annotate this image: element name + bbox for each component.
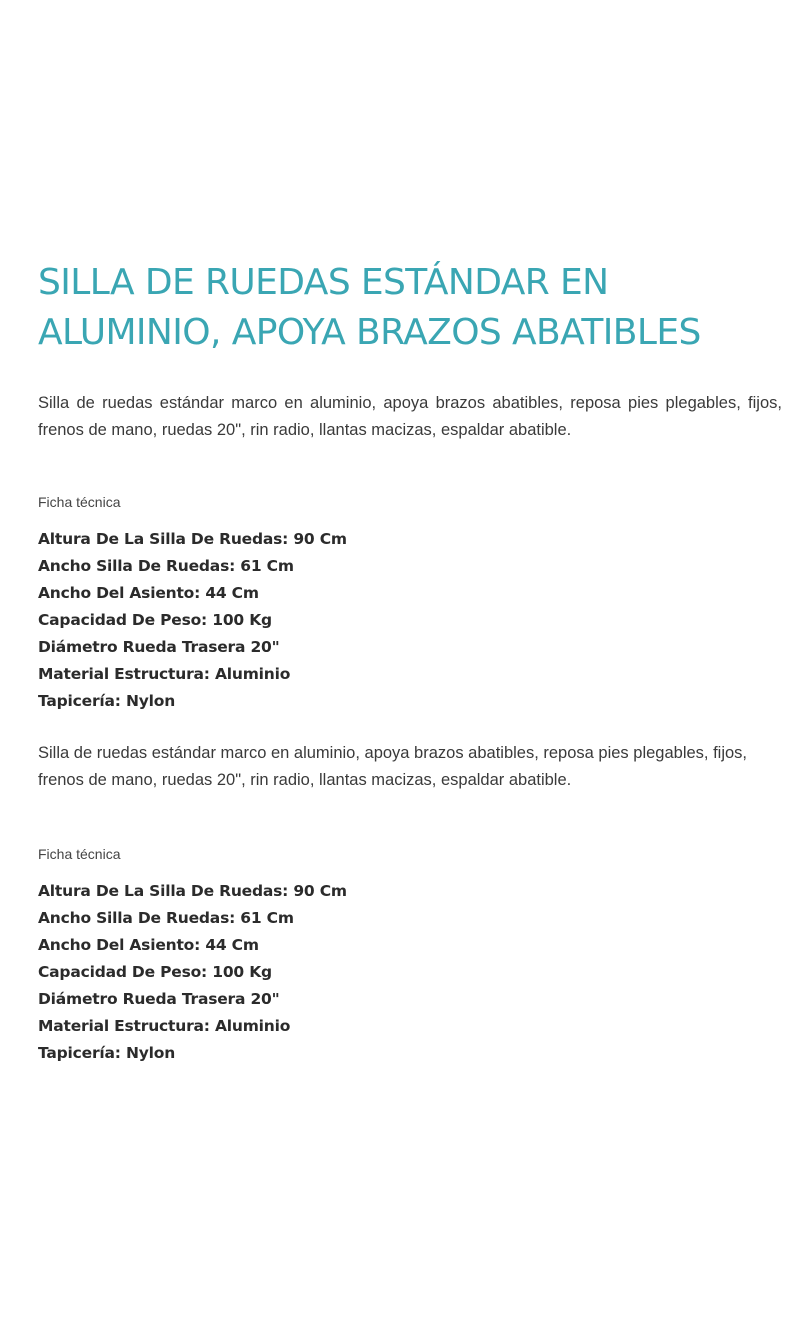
technical-sheet-label: Ficha técnica <box>38 494 121 510</box>
spec-item-rear-wheel-diameter: Diámetro Rueda Trasera 20" <box>38 638 280 656</box>
spec-item-rear-wheel-diameter: Diámetro Rueda Trasera 20" <box>38 990 280 1008</box>
spec-item-frame-material: Material Estructura: Aluminio <box>38 1017 291 1035</box>
spec-item-upholstery: Tapicería: Nylon <box>38 1044 176 1062</box>
product-info-section-1 <box>38 390 782 715</box>
technical-sheet-label: Ficha técnica <box>38 846 121 862</box>
spec-item-chair-width: Ancho Silla De Ruedas: 61 Cm <box>38 909 294 927</box>
spec-item-upholstery: Tapicería: Nylon <box>38 692 176 710</box>
spec-list <box>38 526 782 715</box>
spec-item-chair-width: Ancho Silla De Ruedas: 61 Cm <box>38 557 294 575</box>
product-title: SILLA DE RUEDAS ESTÁNDAR EN ALUMINIO, APOYA BRAZOS ABATIBLES <box>38 262 701 353</box>
spec-list <box>38 878 782 1067</box>
product-description: Silla de ruedas estándar marco en aluminio, apoya brazos abatibles, reposa pies plegables, fijos, frenos de mano, ruedas 20", rin radio, llantas macizas, espaldar abatible. <box>38 394 782 439</box>
spec-item-height: Altura De La Silla De Ruedas: 90 Cm <box>38 530 347 548</box>
spec-item-height: Altura De La Silla De Ruedas: 90 Cm <box>38 882 347 900</box>
product-description: Silla de ruedas estándar marco en aluminio, apoya brazos abatibles, reposa pies plegables, fijos, frenos de mano, ruedas 20", rin radio, llantas macizas, espaldar abatible. <box>38 744 748 789</box>
spec-item-seat-width: Ancho Del Asiento: 44 Cm <box>38 584 259 602</box>
spec-item-weight-capacity: Capacidad De Peso: 100 Kg <box>38 963 272 981</box>
spec-item-seat-width: Ancho Del Asiento: 44 Cm <box>38 936 259 954</box>
product-info-section-2 <box>38 740 782 1067</box>
spec-item-frame-material: Material Estructura: Aluminio <box>38 665 291 683</box>
spec-item-weight-capacity: Capacidad De Peso: 100 Kg <box>38 611 272 629</box>
product-detail <box>38 258 782 1067</box>
